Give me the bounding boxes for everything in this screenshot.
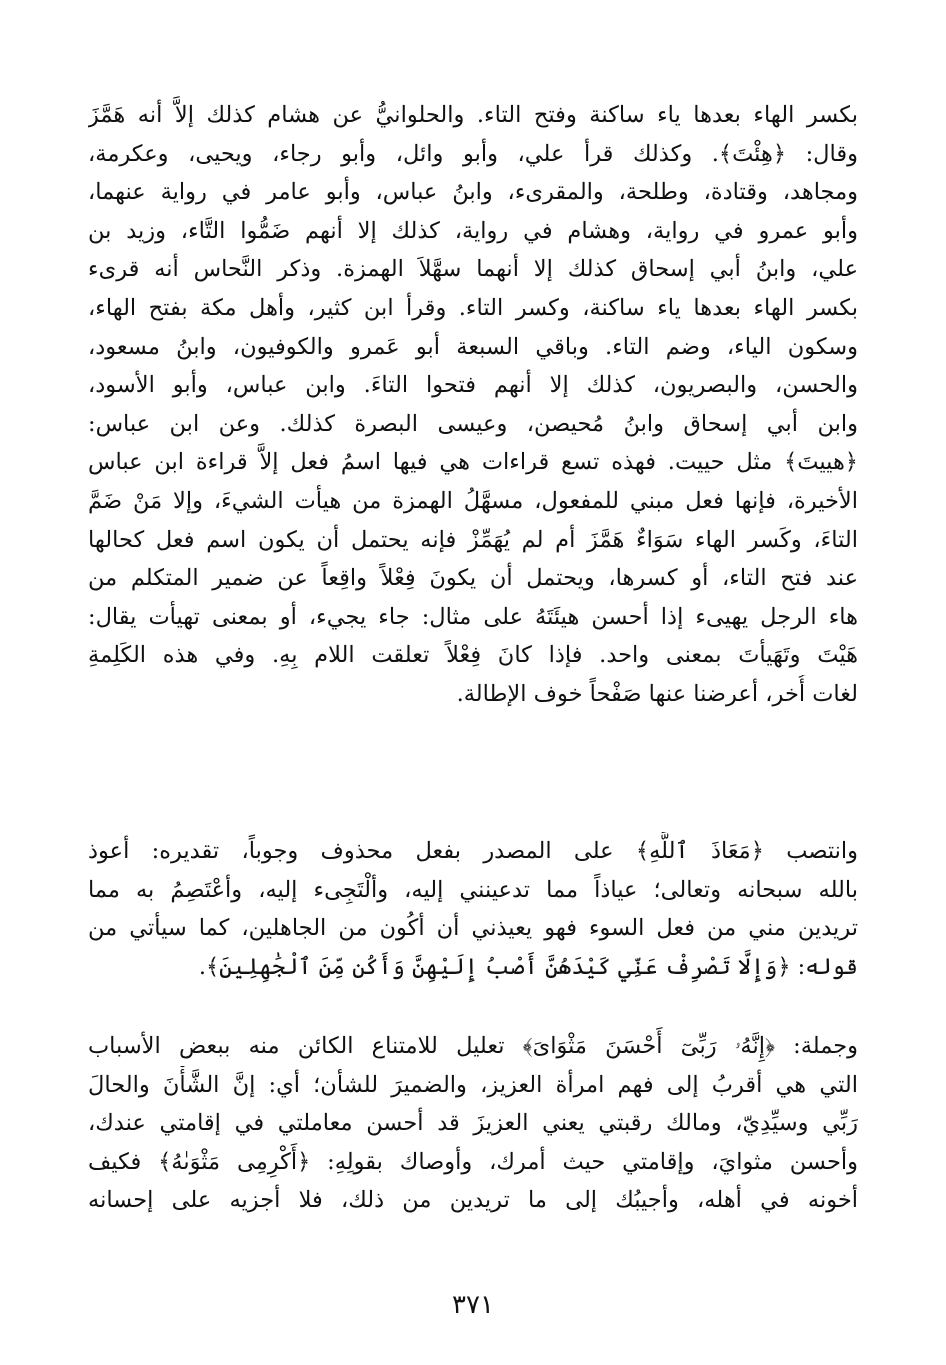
paragraph-2 bbox=[88, 832, 858, 986]
text-line: ﴿هييتَ﴾ مثل حييت. فهذه تسع قراءات هي فيها اسمُ فعل إلاَّ قراءة ابن عباس bbox=[88, 449, 858, 476]
paragraph-1 bbox=[88, 96, 858, 714]
text-line: وجملة: ﴿إِنَّهُۥ رَبِّىٓ أَحْسَنَ مَثْوَاىَ﴾ تعليل للامتناع الكائن منه ببعض الأسباب bbox=[88, 1033, 858, 1059]
text-line: هاء الرجل يهيىء إذا أحسن هيئَتَهُ على مثال: جاء يجيء، أو بمعنى تهيأت يقال: bbox=[88, 603, 858, 630]
text-line: أخونه في أهله، وأجيبُك إلى ما تريدين من ذلك، فلا أجزيه على إحسانه bbox=[88, 1187, 858, 1214]
text-line: الأخيرة، فإنها فعل مبني للمفعول، مسهَّلُ الهمزة من هيأت الشيءَ، وإلا مَنْ ضَمَّ bbox=[88, 487, 858, 514]
text-line: رَبِّي وسيِّدِيّ، ومالك رقبتي يعني العزيزَ قد أحسن معاملتي في إقامتي عندك، bbox=[88, 1110, 858, 1137]
text-line: عند فتح التاء، أو كسرها، ويحتمل أن يكونَ فِعْلاً واقِعاً عن ضمير المتكلم من bbox=[88, 565, 858, 592]
text-line: علي، وابنُ أبي إسحاق كذلك إلا أنهما سهَّلاَ الهمزة. وذكر النَّحاس أنه قرىء bbox=[88, 256, 858, 283]
paragraph-3 bbox=[88, 1027, 858, 1220]
text-line: وابن أبي إسحاق وابنُ مُحيصن، وعيسى البصرة كذلك. وعن ابن عباس: bbox=[88, 410, 858, 437]
page-number: ٣٧١ bbox=[452, 1290, 494, 1320]
text-line: وقال: ﴿هِئْتَ﴾. وكذلك قرأ علي، وأبو وائل، وأبو رجاء، ويحيى، وعكرمة، bbox=[88, 140, 858, 167]
text-line: بكسر الهاء بعدها ياء ساكنة وفتح التاء. والحلوانيُّ عن هشام كذلك إلاَّ أنه هَمَّزَ bbox=[88, 102, 858, 128]
text-line: لغات أُخر، أعرضنا عنها صَفْحاً خوف الإطالة. bbox=[456, 680, 858, 707]
text-line: وانتصب ﴿مَعَاذَ ٱللَّهِ﴾ على المصدر بفعل محذوف وجوباً، تقديره: أعوذ bbox=[88, 838, 858, 864]
text-line: والحسن، والبصريون، كذلك إلا أنهم فتحوا التاءَ. وابن عباس، وأبو الأسود، bbox=[88, 372, 858, 399]
text-line: تريدين مني من فعل السوء فهو يعيذني أن أكُون من الجاهلين، كما سيأتي من bbox=[88, 915, 858, 942]
text-line: التي هي أقربُ إلى فهم امرأة العزيز، والضميرَ للشأن؛ أي: إنَّ الشَّأْنَ والحالَ bbox=[88, 1071, 858, 1098]
text-line: وأبو عمرو في رواية، وهشام في رواية، كذلك إلا أنهم ضَمُّوا التَّاء، وزيد بن bbox=[88, 217, 858, 244]
text-line: وسكون الياء، وضم التاء. وباقي السبعة أبو عَمرو والكوفيون، وابنُ مسعود، bbox=[88, 333, 858, 360]
text-line: قوله: ﴿وَإِلَّا تَصْرِفْ عَنِّي كَيْدَهُنَّ أَصْبُ إِلَيْهِنَّ وَأَكُن مِّنَ ٱلْجَٰهِلِينَ﴾. bbox=[198, 953, 858, 980]
text-line: التاءَ، وكَسر الهاء سَوَاءٌ هَمَّزَ أم لم يُهَمِّزْ فإنه يحتمل أن يكون اسم فعل كحالها bbox=[88, 526, 858, 553]
text-line: وأحسن مثوايَ، وإقامتي حيث أمرك، وأوصاك بقولِهِ: ﴿أَكْرِمِى مَثْوَىٰهُ﴾ فكيف bbox=[88, 1148, 858, 1175]
text-line: بكسر الهاء بعدها ياء ساكنة، وكسر التاء. وقرأ ابن كثير، وأهل مكة بفتح الهاء، bbox=[88, 294, 858, 321]
text-line: هَيْتَ وتَهَيأتَ بمعنى واحد. فإذا كانَ فِعْلاً تعلقت اللام بِهِ. وفي هذه الكَلِمةِ bbox=[88, 642, 858, 669]
text-line: ومجاهد، وقتادة، وطلحة، والمقرىء، وابنُ عباس، وأبو عامر في رواية عنهما، bbox=[88, 179, 858, 206]
text-line: بالله سبحانه وتعالى؛ عياذاً مما تدعينني إليه، وألْتَجِىء إليه، وأعْتَصِمُ به مما bbox=[88, 876, 858, 903]
